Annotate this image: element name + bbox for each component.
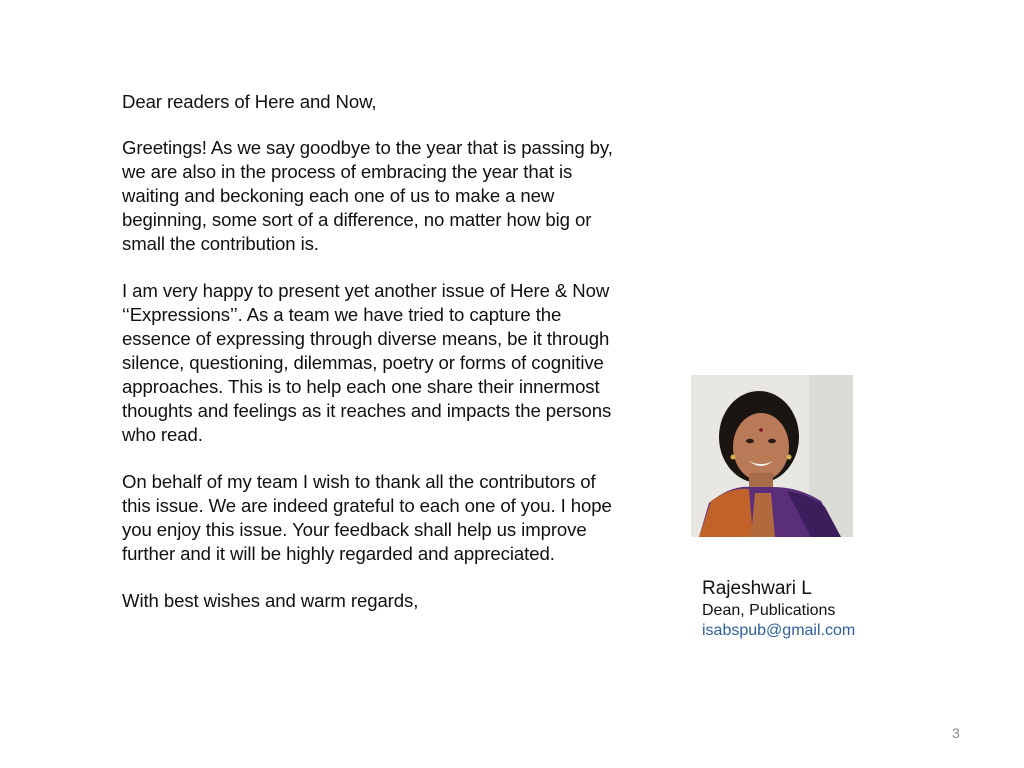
author-name: Rajeshwari L <box>702 578 812 599</box>
page-number: 3 <box>952 725 960 741</box>
letter-salutation: Dear readers of Here and Now, <box>122 91 377 112</box>
author-title: Dean, Publications <box>702 602 836 619</box>
letter-paragraph-issue-intro: I am very happy to present yet another issue of Here & Now ‘‘Expressions’’. As a team we have tried to capture the essence of expressing through diverse means, be it through silence, questioning, dilemmas, poetry or forms of cognitive approaches. This is to help each one share their innermost thoughts and feelings as it reaches and impacts the persons who read. <box>122 280 612 445</box>
author-email-link[interactable]: isabspub@gmail.com <box>702 622 856 639</box>
letter-paragraph-greetings: Greetings! As we say goodbye to the year that is passing by, we are also in the process of embracing the year that is waiting and beckoning each one of us to make a new beginning, some sort of a difference, no matter how big or small the contribution is. <box>122 137 613 254</box>
editorial-letter <box>122 90 622 636</box>
letter-paragraph-thanks: On behalf of my team I wish to thank all the contributors of this issue. We are indeed grateful to each one of you. I hope you enjoy this issue. Your feedback shall help us improve further and it will be highly regarded and appreciated. <box>122 471 612 564</box>
author-photo <box>691 375 853 537</box>
signature-block <box>702 578 962 641</box>
letter-closing: With best wishes and warm regards, <box>122 590 419 611</box>
author-portrait-image <box>691 375 853 537</box>
